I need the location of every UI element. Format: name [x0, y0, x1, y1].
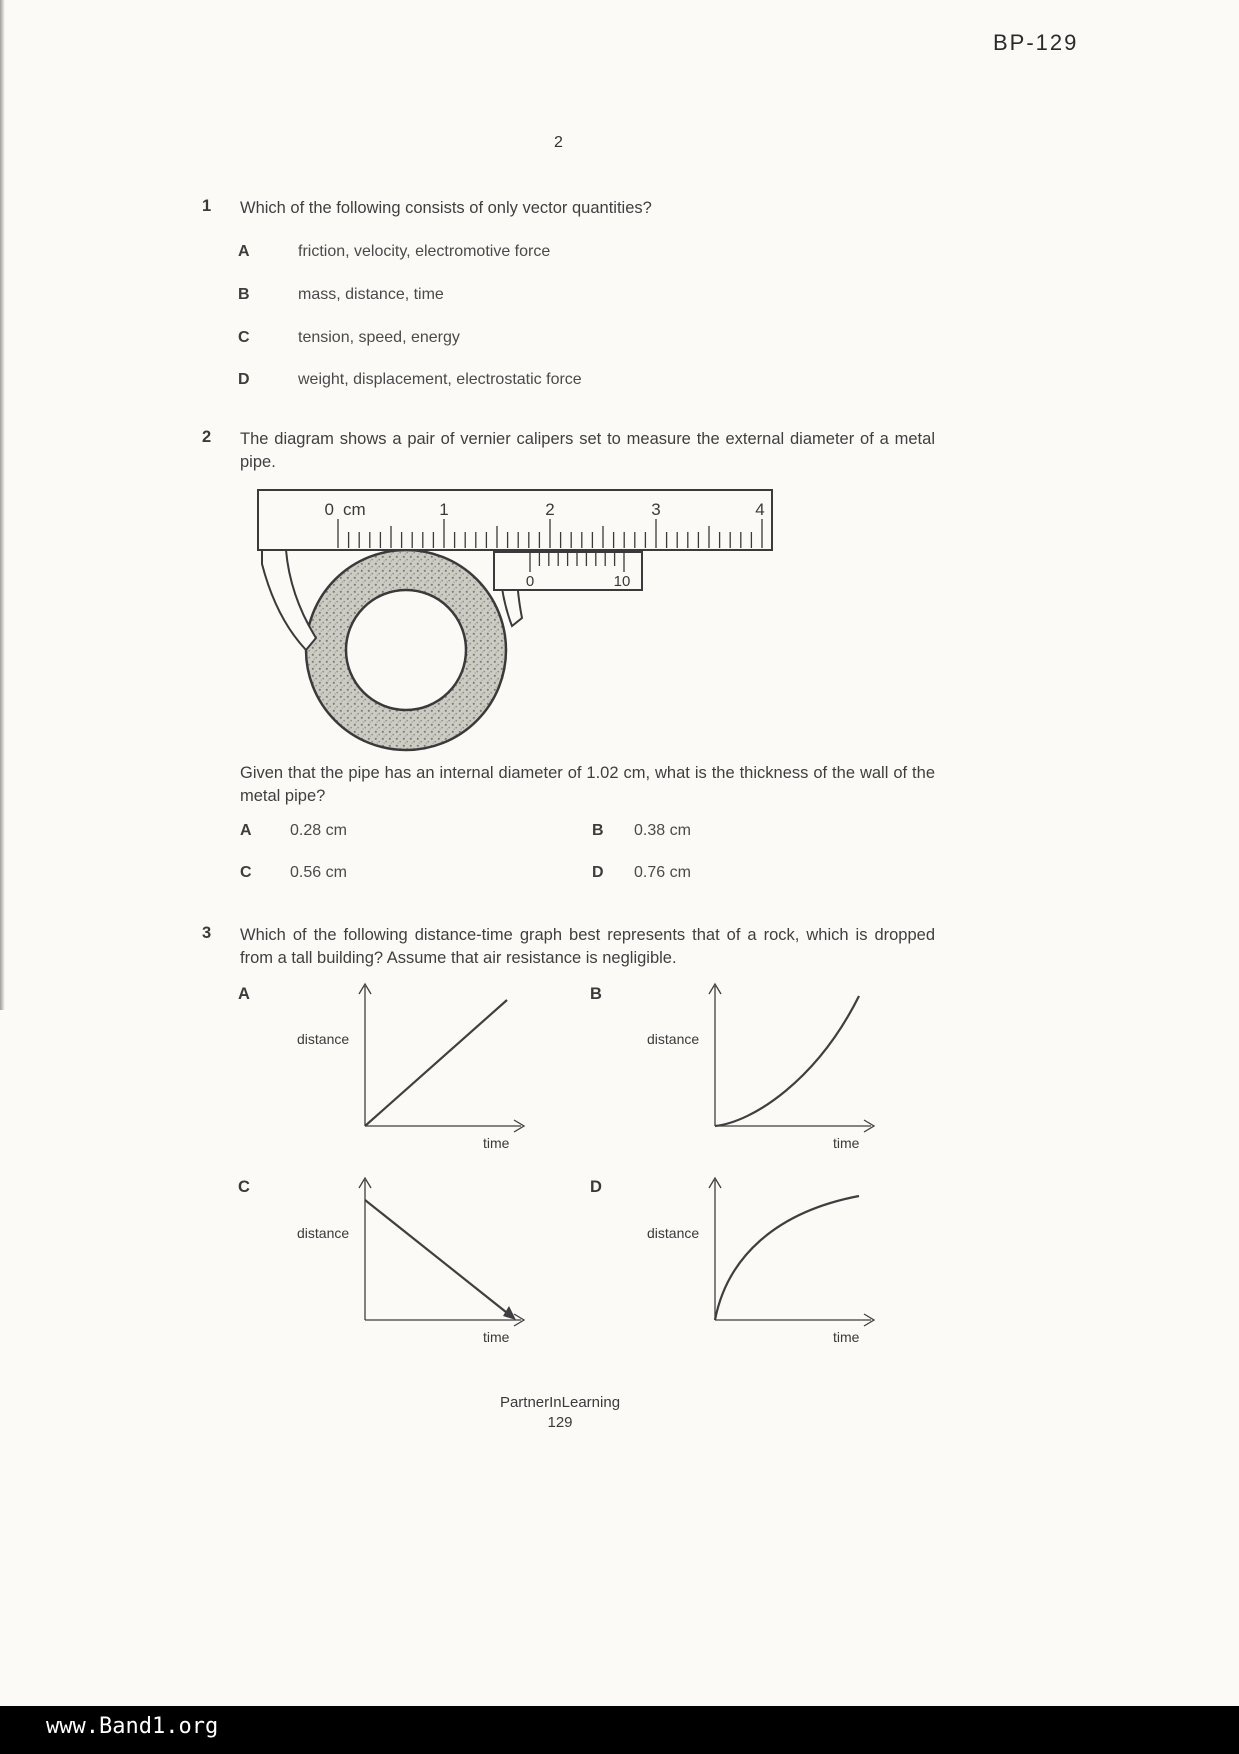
vernier-label-10: 10 — [613, 573, 631, 590]
q3-graph-b-label: B — [590, 985, 602, 1003]
curve-arrowhead-icon — [503, 1306, 516, 1320]
q3-graph-b — [635, 978, 905, 1158]
x-axis-label: time — [483, 1329, 510, 1345]
main-scale-label-3: 3 — [651, 500, 661, 519]
y-axis-label: distance — [647, 1225, 700, 1241]
vernier-label-0: 0 — [525, 573, 535, 590]
q3-graph-d — [635, 1172, 905, 1352]
q1-option-d-label: D — [238, 371, 250, 388]
q2-option-d-label: D — [592, 864, 604, 881]
curve-linear-down — [365, 1200, 511, 1316]
x-axis-label: time — [483, 1135, 510, 1151]
y-axis-label: distance — [297, 1031, 350, 1047]
q2-option-a-label: A — [240, 822, 252, 839]
page-number: 2 — [554, 134, 563, 151]
main-scale-label-1: 1 — [439, 500, 449, 519]
scan-edge-artifact — [0, 0, 5, 1010]
curve-concave-down — [715, 1196, 859, 1320]
q3-graph-a-label: A — [238, 985, 250, 1003]
q1-option-a-text: friction, velocity, electromotive force — [298, 243, 551, 260]
q1-option-b-text: mass, distance, time — [298, 286, 444, 303]
q3-graph-d-label: D — [590, 1178, 602, 1196]
y-axis-label: distance — [297, 1225, 350, 1241]
q2-option-c-label: C — [240, 864, 252, 881]
q2-option-b-label: B — [592, 822, 604, 839]
main-scale-label-2: 2 — [545, 500, 555, 519]
q2-number: 2 — [202, 428, 212, 446]
q3-graph-c — [285, 1172, 555, 1352]
q2-option-c-text: 0.56 cm — [290, 864, 347, 881]
q1-text: Which of the following consists of only vector quantities? — [240, 199, 652, 217]
q2-question-text: Given that the pipe has an internal diameter of 1.02 cm, what is the thickness of the wall of the metal pipe? — [240, 764, 935, 806]
q3-graph-a — [285, 978, 555, 1158]
fixed-jaw — [262, 550, 316, 650]
q1-option-c-label: C — [238, 329, 250, 346]
x-axis-label: time — [833, 1135, 860, 1151]
q1-option-a-label: A — [238, 243, 250, 260]
metal-pipe-cross-section — [306, 550, 506, 750]
main-scale-label-4: 4 — [755, 500, 765, 519]
x-axis-label: time — [833, 1329, 860, 1345]
main-scale-label-0: 0 — [324, 500, 334, 519]
q1-option-c-text: tension, speed, energy — [298, 329, 460, 346]
q1-number: 1 — [202, 197, 212, 215]
q2-text: The diagram shows a pair of vernier calipers set to measure the external diameter of a metal pipe. — [240, 430, 935, 472]
vernier-calipers-diagram — [248, 478, 808, 773]
y-axis-label: distance — [647, 1031, 700, 1047]
curve-concave-up — [715, 996, 859, 1126]
q1-option-d-text: weight, displacement, electrostatic force — [298, 371, 582, 388]
q2-option-a-text: 0.28 cm — [290, 822, 347, 839]
q3-graph-c-label: C — [238, 1178, 250, 1196]
doc-code: BP-129 — [993, 30, 1079, 55]
q1-option-b-label: B — [238, 286, 250, 303]
main-scale-unit: cm — [343, 500, 366, 519]
q3-number: 3 — [202, 924, 212, 942]
curve-linear-up — [365, 1000, 507, 1126]
footer-text: PartnerInLearning — [499, 1394, 621, 1411]
q2-option-b-text: 0.38 cm — [634, 822, 691, 839]
q3-text: Which of the following distance-time graph best represents that of a rock, which is dropped from a tall building? Assume that air resistance is negligible. — [240, 926, 935, 968]
footer-page-number: 129 — [547, 1414, 573, 1431]
watermark-url: www.Band1.org — [46, 1714, 219, 1739]
main-scale-beam — [258, 490, 772, 550]
q2-option-d-text: 0.76 cm — [634, 864, 691, 881]
